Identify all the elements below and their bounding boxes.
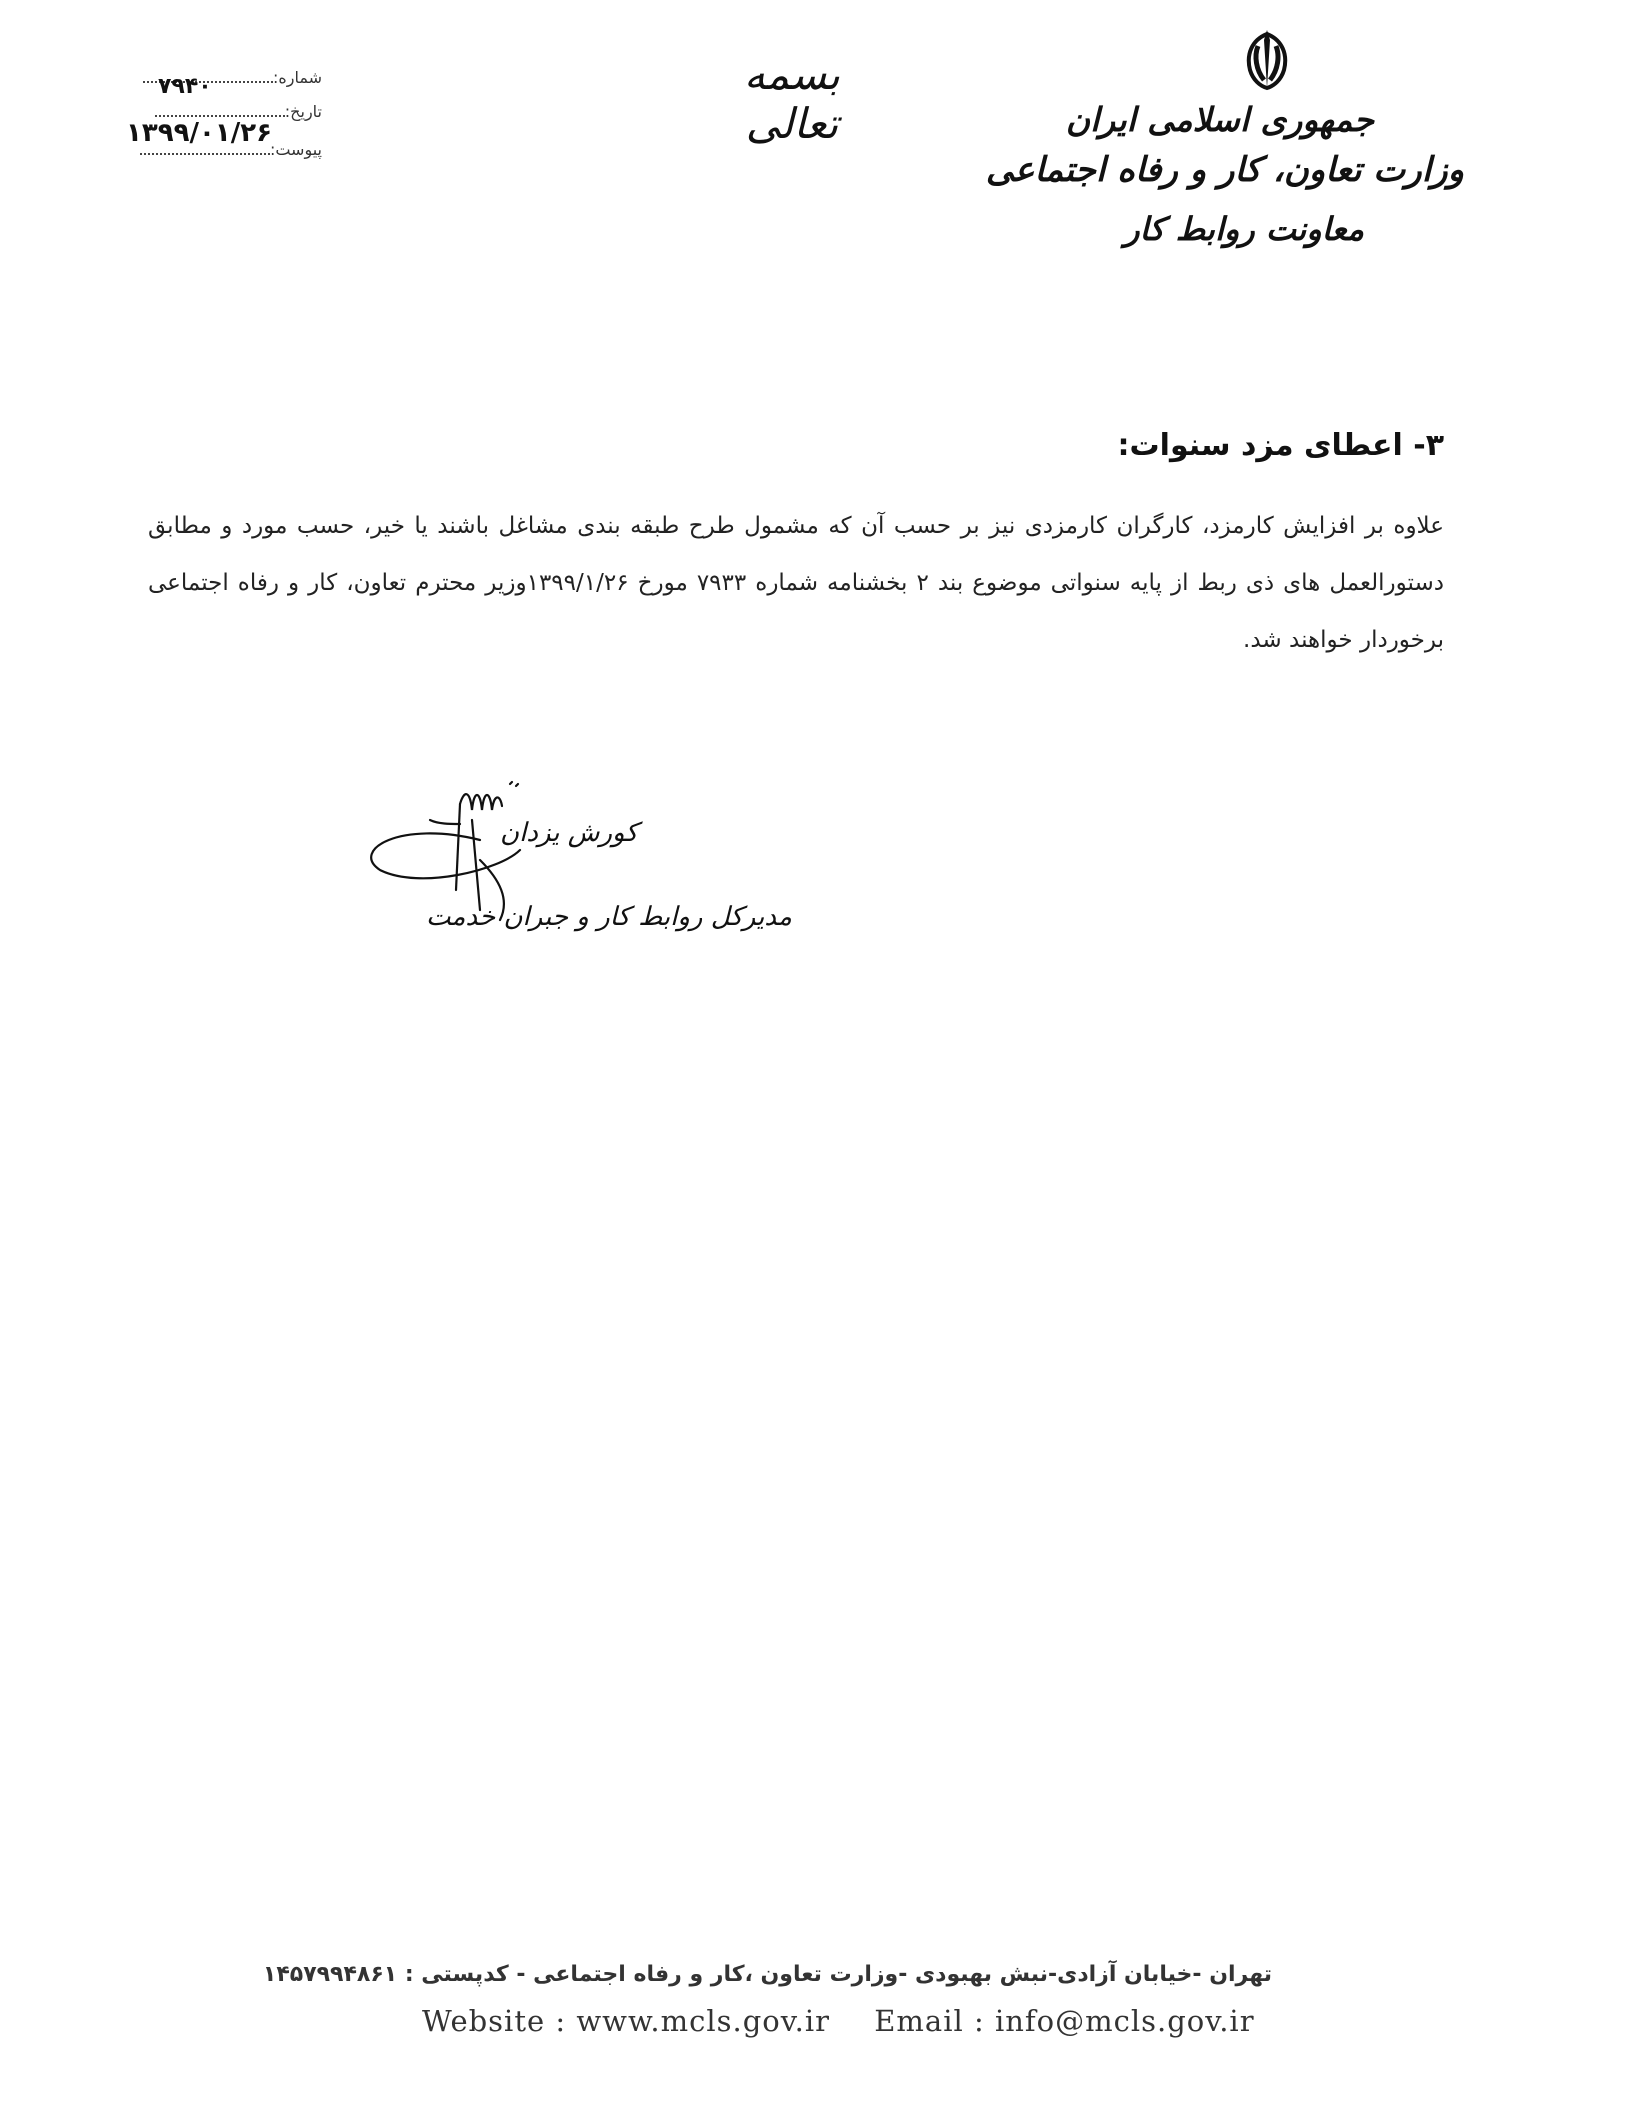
number-value: ۷۹۴۰ (158, 74, 212, 99)
footer-address: تهران -خیابان آزادی-نبش بهبودی -وزارت تعاون ،کار و رفاه اجتماعی - کدپستی : ۱۴۵۷۹۹۴۸۶۱ (262, 1962, 1272, 1987)
dotted-line (140, 143, 270, 155)
email-text: Email : info@mcls.gov.ir (874, 2004, 1255, 2038)
meta-attachment-row (132, 140, 322, 159)
attachment-label: پیوست: (269, 140, 322, 159)
republic-name: جمهوری اسلامی ایران (1065, 100, 1374, 139)
iran-emblem-icon (1232, 26, 1302, 96)
ministry-name: وزارت تعاون، کار و رفاه اجتماعی (985, 150, 1464, 190)
section-heading: ۳- اعطای مزد سنوات: (1117, 428, 1444, 463)
signatory-title: مدیرکل روابط کار و جبران خدمت (426, 902, 792, 932)
signatory-name: کورش یزدان (500, 818, 638, 848)
body-paragraph: علاوه بر افزایش کارمزد، کارگران کارمزدی نیز بر حسب آن که مشمول طرح طبقه بندی مشاغل باشند یا خیر، حسب مورد و مطابق دستورالعمل های ذی ربط از پایه سنواتی موضوع بند ۲ بخشنامه شماره ۷۹۳۳ مورخ ۱۳۹۹/۱/۲۶وزیر محترم تعاون، کار و رفاه اجتماعی برخوردار خواهند شد. (148, 513, 1444, 653)
basmala: بسمه تعالی (744, 50, 840, 148)
number-label: شماره: (272, 68, 322, 87)
date-value: ۱۳۹۹/۰۱/۲۶ (126, 118, 272, 148)
dotted-line (155, 105, 285, 117)
date-label: تاریخ: (284, 102, 322, 121)
deputy-name: معاونت روابط کار (1124, 210, 1364, 248)
website-text: Website : www.mcls.gov.ir (422, 2004, 831, 2038)
footer-contact (422, 2004, 1289, 2038)
